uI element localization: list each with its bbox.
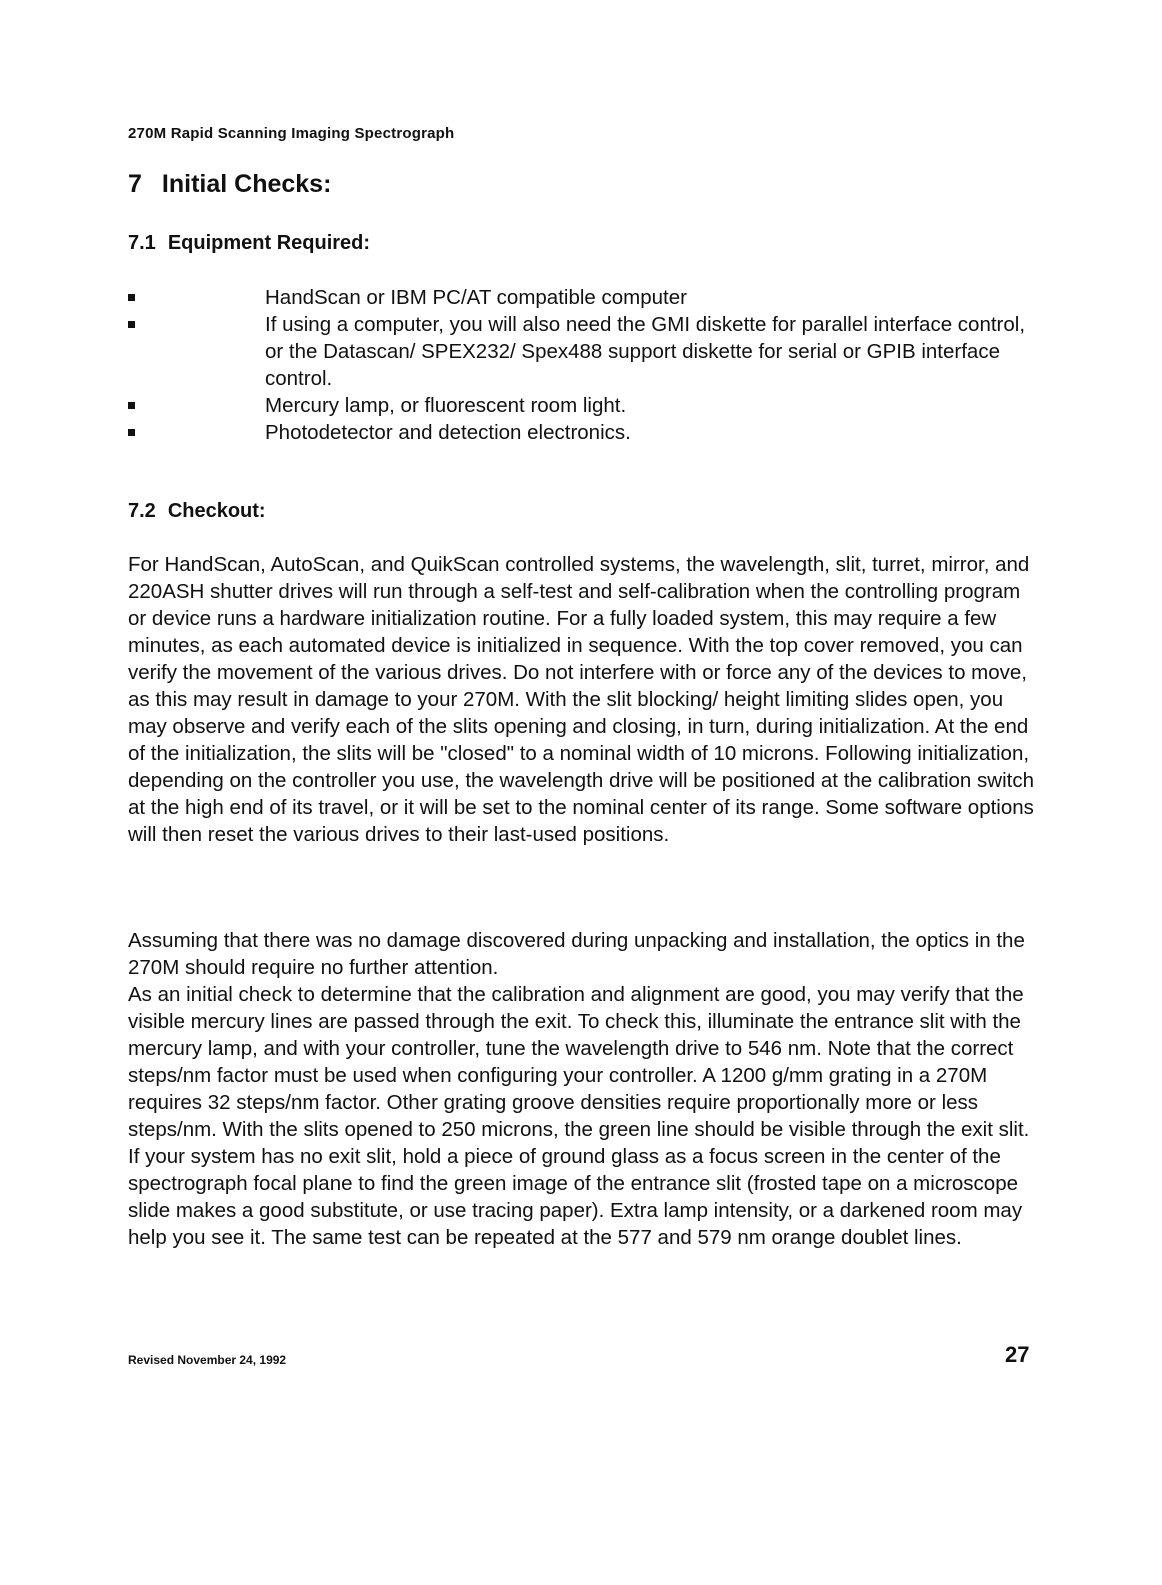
- list-item: [128, 311, 1028, 392]
- running-header: 270M Rapid Scanning Imaging Spectrograph: [128, 125, 455, 142]
- list-item-text: If using a computer, you will also need the GMI diskette for parallel interface control, or the Datascan/ SPEX232/ Spex488 support diskette for serial or GPIB interface control.: [265, 313, 1026, 390]
- section-heading: [128, 170, 331, 199]
- list-item: [128, 392, 1028, 419]
- bullet-icon: [128, 429, 135, 436]
- list-item-text: Photodetector and detection electronics.: [265, 421, 631, 444]
- bullet-icon: [128, 294, 135, 301]
- revision-date: Revised November 24, 1992: [128, 1353, 287, 1367]
- equipment-heading: [128, 232, 370, 255]
- page-number: 27: [1005, 1342, 1030, 1367]
- checkout-title: Checkout:: [167, 500, 266, 522]
- equipment-number: 7.1: [128, 232, 156, 254]
- bullet-icon: [128, 321, 135, 328]
- checkout-paragraph-2a: Assuming that there was no damage discovered during unpacking and installation, the optics in the 270M should require no further attention.: [128, 929, 1025, 979]
- checkout-number: 7.2: [128, 500, 156, 522]
- equipment-list: [128, 284, 1028, 446]
- list-item-text: Mercury lamp, or fluorescent room light.: [265, 394, 627, 417]
- list-item: [128, 419, 1028, 446]
- section-title: Initial Checks:: [161, 170, 332, 198]
- checkout-paragraph-2: [128, 927, 1038, 1251]
- bullet-icon: [128, 402, 135, 409]
- checkout-paragraph-2b: As an initial check to determine that the calibration and alignment are good, you may verify that the visible mercury lines are passed through the exit. To check this, illuminate the entrance slit with the mercury lamp, and with your controller, tune the wavelength drive to 546 nm. Note that the correct steps/nm factor must be used when configuring your controller. A 1200 g/mm grating in a 270M requires 32 steps/nm factor. Other grating groove densities require proportionally more or less steps/nm. With the slits opened to 250 microns, the green line should be visible through the exit slit. If your system has no exit slit, hold a piece of ground glass as a focus screen in the center of the spectrograph focal plane to find the green image of the entrance slit (frosted tape on a microscope slide makes a good substitute, or use tracing paper). Extra lamp intensity, or a darkened room may help you see it. The same test can be repeated at the 577 and 579 nm orange doublet lines.: [128, 983, 1030, 1249]
- section-number: 7: [128, 170, 142, 198]
- checkout-paragraph-1: For HandScan, AutoScan, and QuikScan controlled systems, the wavelength, slit, turret, mirror, and 220ASH shutter drives will run through a self-test and self-calibration when the controlling program or device runs a hardware initialization routine. For a fully loaded system, this may require a few minutes, as each automated device is initialized in sequence. With the top cover removed, you can verify the movement of the various drives. Do not interfere with or force any of the devices to move, as this may result in damage to your 270M. With the slit blocking/ height limiting slides open, you may observe and verify each of the slits opening and closing, in turn, during initialization. At the end of the initialization, the slits will be "closed" to a nominal width of 10 microns. Following initialization, depending on the controller you use, the wavelength drive will be positioned at the calibration switch at the high end of its travel, or it will be set to the nominal center of its range. Some software options will then reset the various drives to their last-used positions.: [128, 553, 1034, 846]
- list-item: [128, 284, 1028, 311]
- equipment-title: Equipment Required:: [167, 232, 371, 254]
- list-item-text: HandScan or IBM PC/AT compatible computer: [265, 286, 687, 309]
- checkout-heading: [128, 500, 266, 523]
